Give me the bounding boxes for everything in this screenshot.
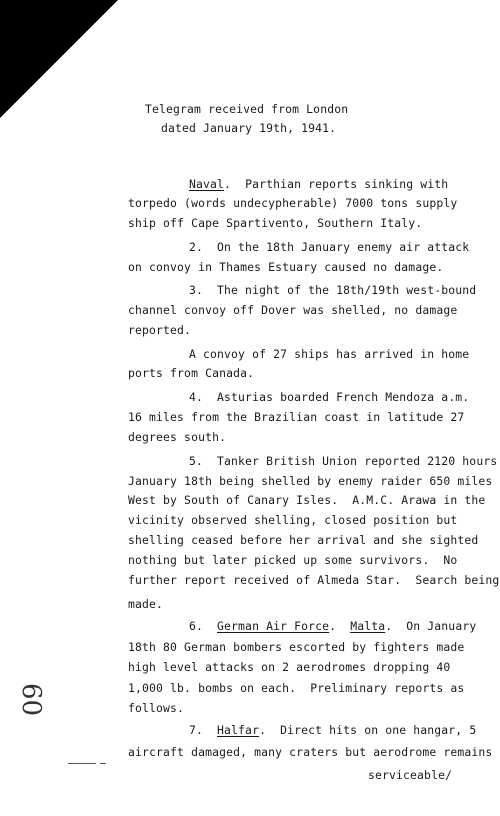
text-line: 18th 80 German bombers escorted by fighters made [128, 640, 465, 654]
text-line: on convoy in Thames Estuary caused no damage. [128, 260, 444, 274]
text-line: 5. Tanker British Union reported 2120 hours [189, 454, 498, 468]
text-line: 2. On the 18th January enemy air attack [189, 240, 470, 254]
text-line: West by South of Canary Isles. A.M.C. Arawa in the [128, 493, 486, 507]
text-line: 16 miles from the Brazilian coast in latitude 27 [128, 410, 465, 424]
handwritten-margin-note: 60 [16, 683, 46, 717]
margin-dash [100, 763, 106, 764]
text-line: follows. [128, 701, 185, 715]
text-line: high level attacks on 2 aerodromes dropping 40 [128, 660, 451, 674]
text-line: reported. [128, 323, 192, 337]
air-force-heading-line: 6. German Air Force. Malta. On January [189, 619, 477, 633]
catchword: serviceable/ [368, 768, 453, 782]
german-air-force-heading: German Air Force [217, 619, 330, 633]
text-line: A convoy of 27 ships has arrived in home [189, 347, 470, 361]
halfar-heading-line: 7. Halfar. Direct hits on one hangar, 5 [189, 723, 477, 737]
text-line: shelling ceased before her arrival and she sighted [128, 533, 479, 547]
margin-dash [68, 763, 96, 764]
naval-heading-line: Naval. Parthian reports sinking with [189, 177, 449, 191]
malta-heading: Malta [350, 619, 386, 633]
text-line: further report received of Almeda Star. Search being [128, 573, 500, 587]
text-line: vicinity observed shelling, closed position but [128, 513, 458, 527]
text-line: 4. Asturias boarded French Mendoza a.m. [189, 390, 470, 404]
text-line: January 18th being shelled by enemy raider 650 miles [128, 474, 493, 488]
text-line: 1,000 lb. bombs on each. Preliminary reports as [128, 681, 465, 695]
text-line: degrees south. [128, 430, 227, 444]
text-line: channel convoy off Dover was shelled, no damage [128, 303, 458, 317]
naval-heading: Naval [189, 177, 225, 191]
text-line: 3. The night of the 18th/19th west-bound [189, 283, 477, 297]
halfar-heading: Halfar [217, 723, 260, 737]
header-line-2: dated January 19th, 1941. [161, 121, 337, 135]
header-line-1: Telegram received from London [145, 102, 349, 116]
text-line: torpedo (words undecypherable) 7000 tons supply [128, 196, 458, 210]
text-line: made. [128, 597, 164, 611]
text-line: ship off Cape Spartivento, Southern Italy. [128, 216, 423, 230]
black-corner-mark [0, 0, 118, 118]
text-line: nothing but later picked up some survivors. No [128, 553, 458, 567]
text-line: ports from Canada. [128, 366, 255, 380]
text-line: aircraft damaged, many craters but aerodrome remains [128, 745, 493, 759]
